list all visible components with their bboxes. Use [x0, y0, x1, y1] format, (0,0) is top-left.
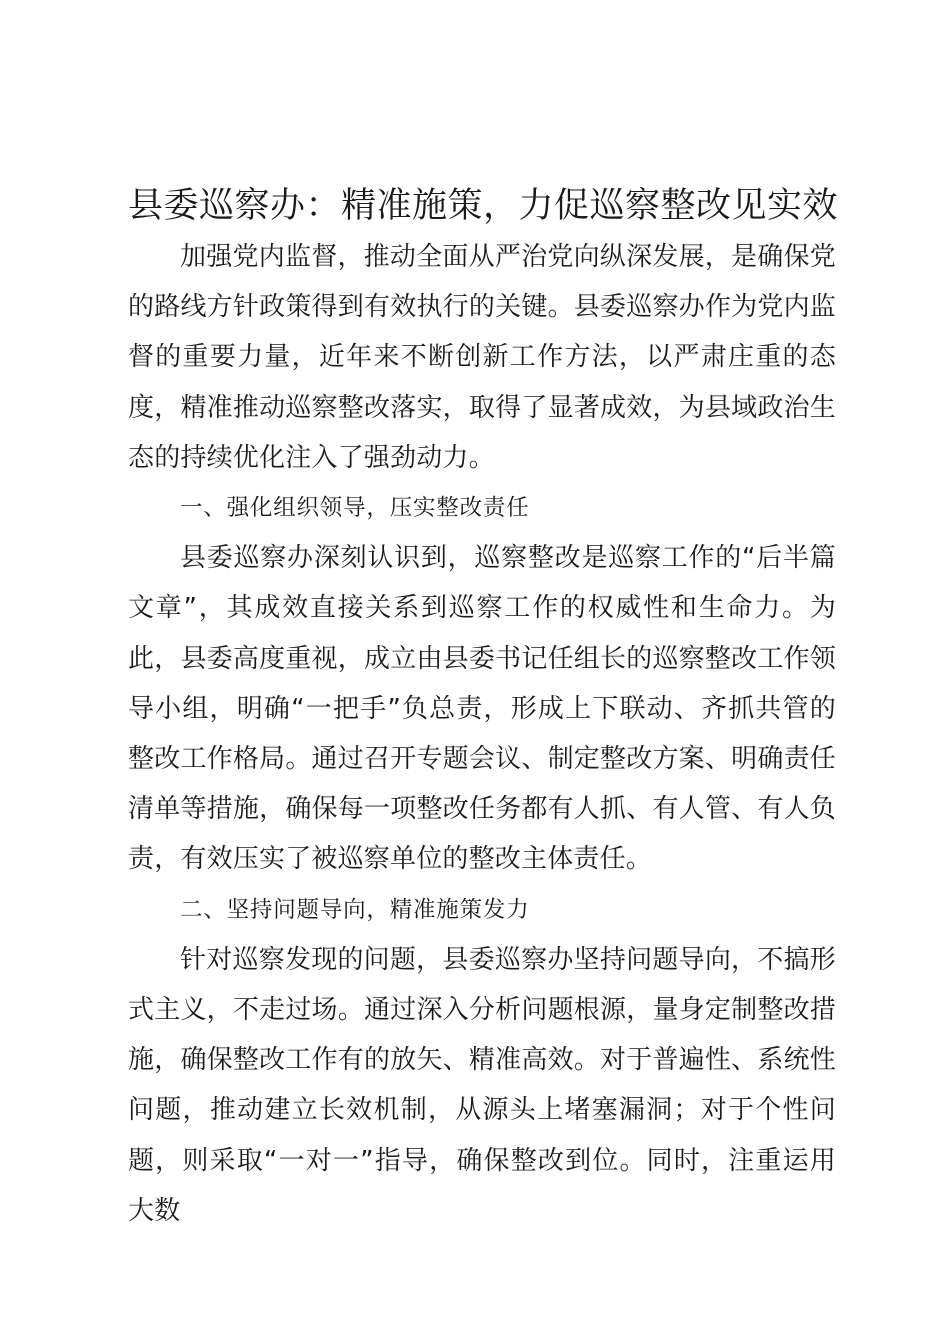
document-title: 县委巡察办：精准施策，力促巡察整改见实效 — [128, 186, 839, 226]
section-heading-1: 一、强化组织领导，压实整改责任 — [180, 495, 530, 522]
section-paragraph-1: 县委巡察办深刻认识到，巡察整改是巡察工作的“后半篇文章”，其成效直接关系到巡察工作的权威性和生命力。为此，县委高度重视，成立由县委书记任组长的巡察整改工作领导小组，明确“一把手”负总责，形成上下联动、齐抓共管的整改工作格局。通过召开专题会议、制定整改方案、明确责任清单等措施，确保每一项整改任务都有人抓、有人管、有人负责，有效压实了被巡察单位的整改主体责任。 — [128, 543, 836, 875]
section-paragraph-2: 针对巡察发现的问题，县委巡察办坚持问题导向，不搞形式主义，不走过场。通过深入分析问题根源，量身定制整改措施，确保整改工作有的放矢、精准高效。对于普遍性、系统性问题，推动建立长效机制，从源头上堵塞漏洞；对于个性问题，则采取“一对一”指导，确保整改到位。同时，注重运用大数 — [128, 944, 836, 1226]
intro-paragraph: 加强党内监督，推动全面从严治党向纵深发展，是确保党的路线方针政策得到有效执行的关键。县委巡察办作为党内监督的重要力量，近年来不断创新工作方法，以严肃庄重的态度，精准推动巡察整改落实，取得了显著成效，为县域政治生态的持续优化注入了强劲动力。 — [128, 242, 836, 473]
document-body — [128, 232, 836, 1236]
section-heading-2: 二、坚持问题导向，精准施策发力 — [180, 896, 530, 923]
